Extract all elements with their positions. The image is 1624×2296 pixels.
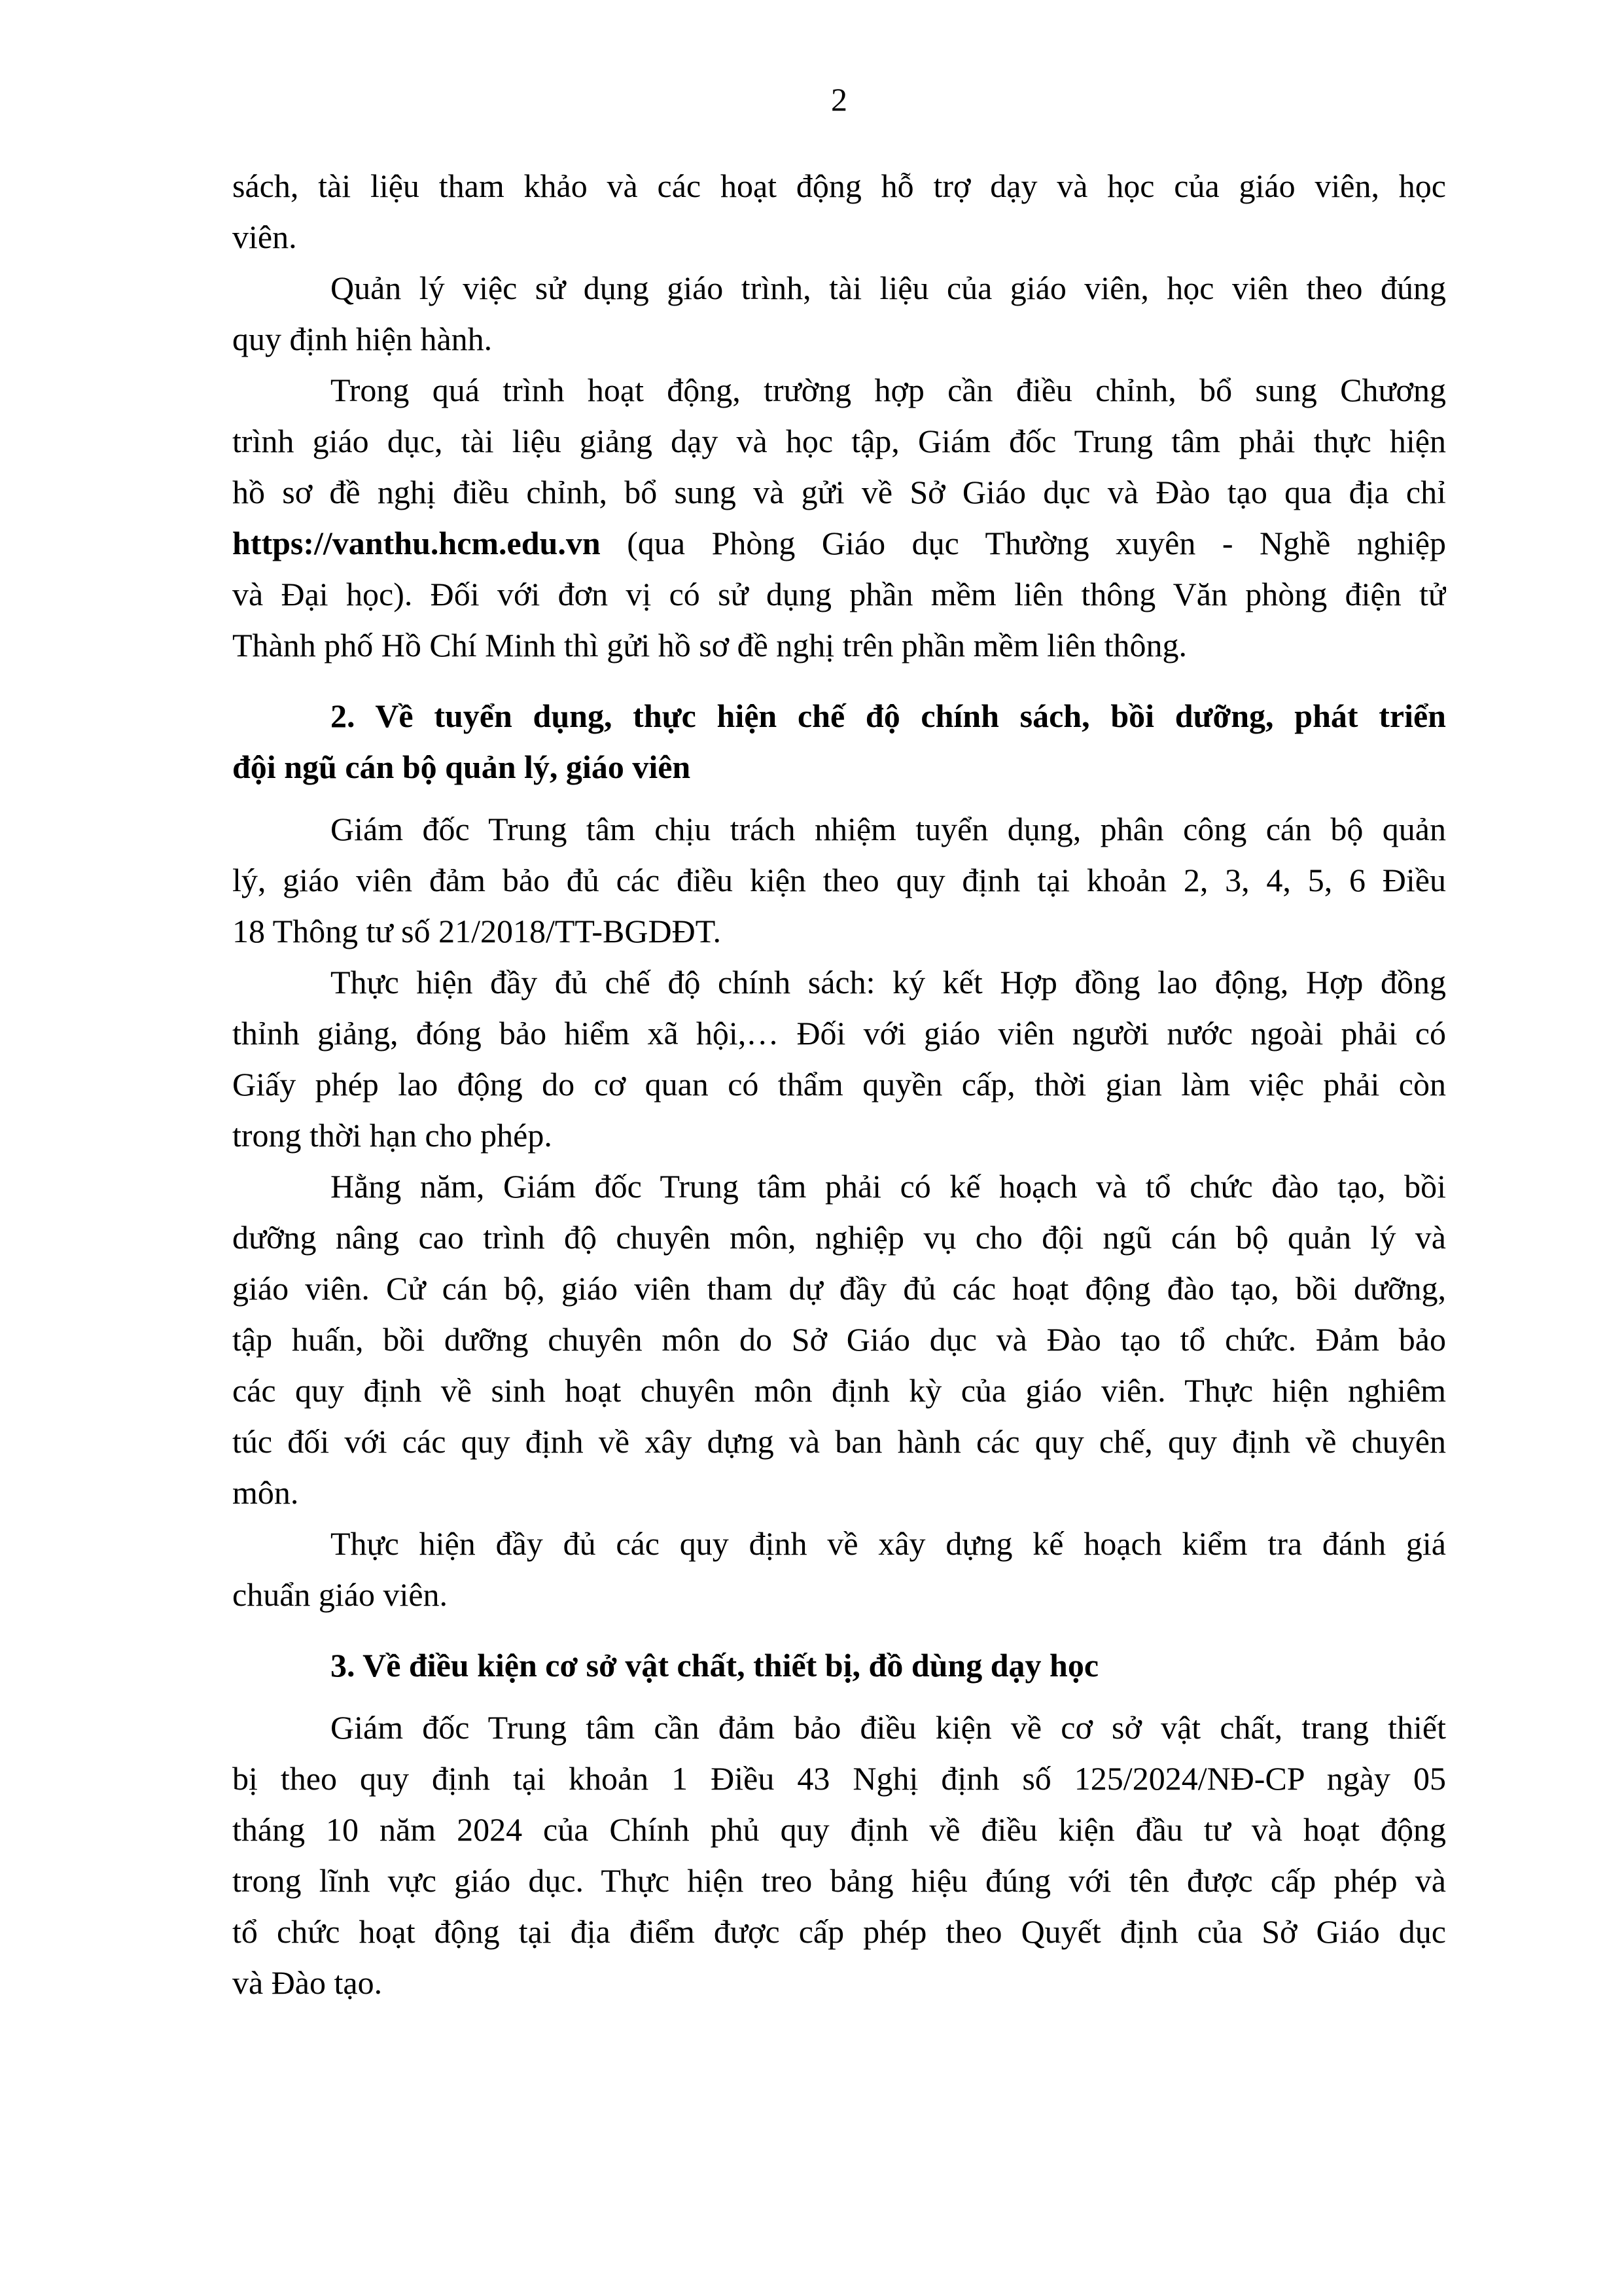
text-line [232,855,1446,906]
text-segment: viên. [232,219,297,255]
text-segment: 2. Về tuyển dụng, thực hiện chế độ chính sách, bồi dưỡng, phát triển [330,698,1446,734]
text-line [232,1110,1446,1161]
text-line [232,1161,1446,1212]
text-segment: dưỡng nâng cao trình độ chuyên môn, nghiệp vụ cho đội ngũ cán bộ quản lý và [232,1219,1446,1256]
text-line [232,467,1446,518]
text-segment: Hằng năm, Giám đốc Trung tâm phải có kế hoạch và tổ chức đào tạo, bồi [330,1168,1446,1205]
text-segment: Thành phố Hồ Chí Minh thì gửi hồ sơ đề nghị trên phần mềm liên thông. [232,627,1187,663]
text-segment: bị theo quy định tại khoản 1 Điều 43 Nghị định số 125/2024/NĐ-CP ngày 05 [232,1760,1446,1797]
text-line [232,690,1446,741]
text-line [232,741,1446,792]
para-tuyen-dung [232,804,1446,957]
section-heading-3 [232,1640,1446,1691]
text-segment: lý, giáo viên đảm bảo đủ các điều kiện theo quy định tại khoản 2, 3, 4, 5, 6 Điều [232,862,1446,898]
para-continuation [232,160,1446,262]
text-line [232,160,1446,211]
text-segment: túc đối với các quy định về xây dựng và ban hành các quy chế, quy định về chuyên [232,1423,1446,1460]
page-number: 2 [831,81,847,118]
text-line [232,1059,1446,1110]
text-line [232,313,1446,364]
text-line [232,1416,1446,1467]
text-segment: sách, tài liệu tham khảo và các hoạt động hỗ trợ dạy và học của giáo viên, học [232,168,1446,204]
text-segment: 18 Thông tư số 21/2018/TT-BGDĐT. [232,913,722,949]
para-co-so-vat-chat [232,1702,1446,2008]
text-segment: tháng 10 năm 2024 của Chính phủ quy định về điều kiện đầu tư và hoạt động [232,1811,1446,1848]
text-line [232,518,1446,569]
para-che-do-chinh-sach [232,957,1446,1161]
text-segment: môn. [232,1474,299,1511]
para-kiem-tra-danh-gia [232,1518,1446,1620]
text-segment: chuẩn giáo viên. [232,1576,448,1613]
text-line [232,1957,1446,2008]
para-dao-tao-boi-duong [232,1161,1446,1518]
text-segment: trình giáo dục, tài liệu giảng dạy và học tập, Giám đốc Trung tâm phải thực hiện [232,423,1446,459]
text-segment: 3. Về điều kiện cơ sở vật chất, thiết bị, đồ dùng dạy học [330,1647,1099,1684]
text-line [232,804,1446,855]
text-segment: thỉnh giảng, đóng bảo hiểm xã hội,… Đối với giáo viên người nước ngoài phải có [232,1015,1446,1051]
document-content [232,74,1446,2008]
text-line [232,1008,1446,1059]
text-segment: Quản lý việc sử dụng giáo trình, tài liệu của giáo viên, học viên theo đúng [330,270,1446,306]
text-segment: và Đại học). Đối với đơn vị có sử dụng phần mềm liên thông Văn phòng điện tử [232,576,1446,612]
text-line [232,1569,1446,1620]
url-text: https://vanthu.hcm.edu.vn [232,525,601,561]
text-segment: các quy định về sinh hoạt chuyên môn định kỳ của giáo viên. Thực hiện nghiêm [232,1372,1446,1409]
text-line [232,415,1446,467]
text-line [232,1212,1446,1263]
text-segment: và Đào tạo. [232,1964,383,2001]
text-line [232,262,1446,313]
text-line [232,1314,1446,1365]
text-segment: tập huấn, bồi dưỡng chuyên môn do Sở Giáo dục và Đào tạo tổ chức. Đảm bảo [232,1321,1446,1358]
text-segment: Thực hiện đầy đủ các quy định về xây dựng kế hoạch kiểm tra đánh giá [330,1525,1446,1562]
text-line [232,1518,1446,1569]
document-body [232,160,1446,2008]
text-line [232,569,1446,620]
text-segment: đội ngũ cán bộ quản lý, giáo viên [232,749,691,785]
text-segment: hồ sơ đề nghị điều chỉnh, bổ sung và gửi về Sở Giáo dục và Đào tạo qua địa chỉ [232,474,1446,510]
text-segment: Giám đốc Trung tâm cần đảm bảo điều kiện về cơ sở vật chất, trang thiết [330,1709,1446,1746]
text-segment: giáo viên. Cử cán bộ, giáo viên tham dự đầy đủ các hoạt động đào tạo, bồi dưỡng, [232,1270,1446,1307]
para-quan-ly-giao-trinh [232,262,1446,364]
text-line [232,1702,1446,1753]
text-segment: trong lĩnh vực giáo dục. Thực hiện treo bảng hiệu đúng với tên được cấp phép và [232,1862,1446,1899]
text-line [232,1906,1446,1957]
text-line [232,1753,1446,1804]
text-line [232,364,1446,415]
text-segment: trong thời hạn cho phép. [232,1117,552,1154]
text-line [232,1263,1446,1314]
text-segment: (qua Phòng Giáo dục Thường xuyên - Nghề nghiệp [600,525,1446,561]
text-line [232,620,1446,671]
text-segment: Giám đốc Trung tâm chịu trách nhiệm tuyển dụng, phân công cán bộ quản [330,811,1446,847]
text-line [232,1855,1446,1906]
text-segment: Trong quá trình hoạt động, trường hợp cần điều chỉnh, bổ sung Chương [330,372,1446,408]
text-line [232,1467,1446,1518]
text-line [232,211,1446,262]
text-segment: Giấy phép lao động do cơ quan có thẩm quyền cấp, thời gian làm việc phải còn [232,1066,1446,1103]
text-line [232,957,1446,1008]
text-segment: Thực hiện đầy đủ chế độ chính sách: ký kết Hợp đồng lao động, Hợp đồng [330,964,1446,1000]
text-line [232,1365,1446,1416]
text-line [232,906,1446,957]
text-line [232,1640,1446,1691]
text-segment: tổ chức hoạt động tại địa điểm được cấp phép theo Quyết định của Sở Giáo dục [232,1913,1446,1950]
text-line [232,1804,1446,1855]
section-heading-2 [232,690,1446,792]
para-dieu-chinh-bo-sung [232,364,1446,671]
text-segment: quy định hiện hành. [232,321,493,357]
